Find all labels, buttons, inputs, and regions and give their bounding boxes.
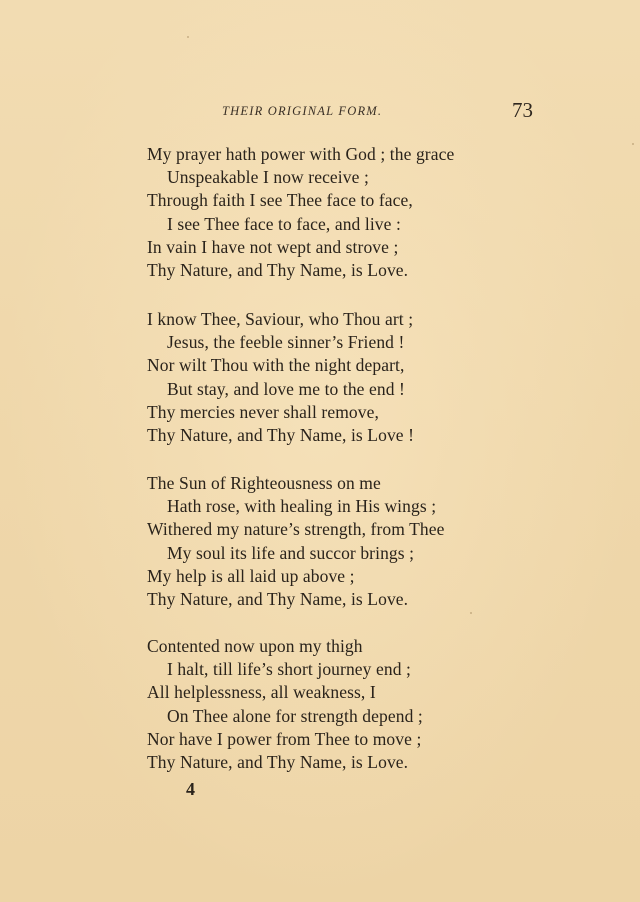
stanza-4: [147, 635, 527, 774]
running-head: THEIR ORIGINAL FORM.: [222, 104, 383, 118]
signature-mark: 4: [186, 779, 195, 799]
verse-line: I halt, till life’s short journey end ;: [167, 659, 411, 680]
verse-line-refrain: Thy Nature, and Thy Name, is Love.: [147, 588, 409, 609]
verse-line: I know Thee, Saviour, who Thou art ;: [147, 309, 414, 329]
verse-line: On Thee alone for strength depend ;: [167, 705, 423, 726]
verse-line: All helplessness, all weakness, I: [147, 682, 376, 703]
verse-line-refrain: Thy Nature, and Thy Name, is Love.: [147, 751, 409, 772]
verse-line: But stay, and love me to the end !: [167, 378, 405, 399]
verse-line: Thy mercies never shall remove,: [147, 401, 379, 422]
verse-line: Through faith I see Thee face to face,: [147, 190, 413, 211]
verse-line-refrain: Thy Nature, and Thy Name, is Love.: [147, 259, 409, 280]
paper-speck: [632, 143, 634, 145]
stanza-1: [147, 143, 527, 282]
page-number: 73: [512, 98, 533, 122]
stanza-3: [147, 472, 527, 611]
verse-line: My prayer hath power with God ; the grace: [147, 144, 455, 164]
verse-line: Nor wilt Thou with the night depart,: [147, 355, 405, 376]
verse-line: Hath rose, with healing in His wings ;: [167, 496, 437, 517]
paper-speck: [187, 36, 189, 38]
verse-line: Nor have I power from Thee to move ;: [147, 728, 422, 749]
verse-line: I see Thee face to face, and live :: [167, 213, 401, 234]
stanza-2: [147, 308, 527, 447]
verse-line: Jesus, the feeble sinner’s Friend !: [167, 332, 405, 353]
paper-speck: [470, 612, 472, 614]
verse-line: In vain I have not wept and strove ;: [147, 236, 399, 257]
verse-line: My soul its life and succor brings ;: [167, 542, 415, 563]
verse-line: My help is all laid up above ;: [147, 565, 355, 586]
verse-line: The Sun of Righteousness on me: [147, 473, 381, 493]
verse-line-refrain: Thy Nature, and Thy Name, is Love !: [147, 424, 415, 445]
verse-line: Withered my nature’s strength, from Thee: [147, 519, 445, 540]
verse-line: Contented now upon my thigh: [147, 636, 363, 656]
verse-line: Unspeakable I now receive ;: [167, 167, 369, 188]
